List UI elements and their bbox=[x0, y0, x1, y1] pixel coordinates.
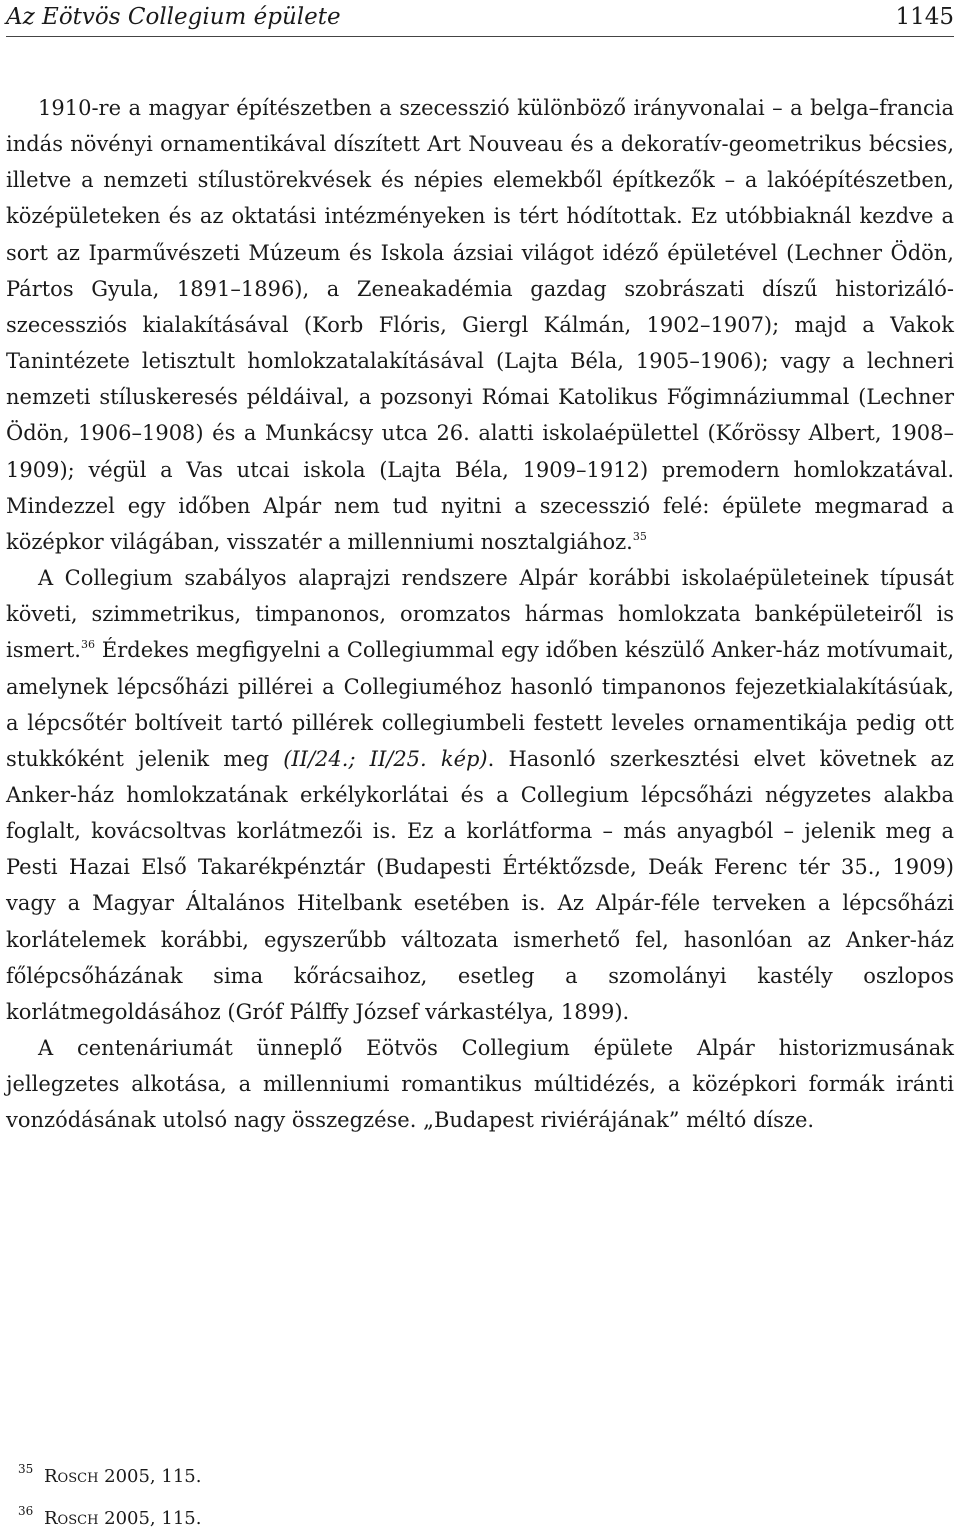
footnote-reference: 35 bbox=[632, 529, 647, 543]
footnote-35 bbox=[18, 1452, 618, 1494]
paragraph-text: Érdekes megfigyelni a Collegiummal egy időben készülő Anker-ház motívumait, amelynek lépcsőházi pillérei a Collegiuméhoz hasonló timpanonos fejezetkialakításúak, a lépcsőtér boltíveit tartó pillérek collegiumbeli festett leveles ornamentikája pedig ott stukkóként jelenik meg bbox=[6, 638, 954, 771]
footnote-author: Rosch bbox=[44, 1466, 99, 1487]
paragraph-1 bbox=[6, 90, 954, 560]
footnotes bbox=[18, 1452, 618, 1536]
footnote-number: 35 bbox=[18, 1462, 34, 1476]
paragraph-text: A centenáriumát ünneplő Eötvös Collegium épülete Alpár historizmusának jellegzetes alkotása, a millenniumi romantikus múltidézés, a középkori formák iránti vonzódásának utolsó nagy összegzése. „Budapest riviérájának” méltó dísze. bbox=[6, 1036, 954, 1133]
paragraph-text: 1910-re a magyar építészetben a szecesszió különböző irányvonalai – a belga–francia indás növényi ornamentikával díszített Art Nouveau és a dekoratív-geometrikus bécsies, illetve a nemzeti stílustörekvések és népies elemekből építkezők – a lakóépítészetben, középületeken és az oktatási intézményeken is tért hódítottak. Ez utóbbiaknál kezdve a sort az Iparművészeti Múzeum és Iskola ázsiai világot idéző épületével (Lechner Ödön, Pártos Gyula, 1891–1896), a Zeneakadémia gazdag szobrászati díszű historizáló-szecessziós kialakításával (Korb Flóris, Giergl Kálmán, 1902–1907); majd a Vakok Tanintézete letisztult homlokzatalakításával (Lajta Béla, 1905–1906); vagy a lechneri nemzeti stíluskeresés példáival, a pozsonyi Római Katolikus Főgimnáziummal (Lechner Ödön, 1906–1908) és a Munkácsy utca 26. alatti iskolaépülettel (Kőrössy Albert, 1908–1909); végül a Vas utcai iskola (Lajta Béla, 1909–1912) premodern homlokzatával. Mindezzel egy időben Alpár nem tud nyitni a szecesszió felé: épülete megmarad a középkor világában, visszatér a millenniumi nosztalgiához. bbox=[6, 96, 954, 554]
figure-reference: (II/24.; II/25. kép) bbox=[283, 746, 488, 771]
footnote-citation: 2005, 115. bbox=[98, 1508, 202, 1529]
running-title: Az Eötvös Collegium épülete bbox=[6, 4, 341, 30]
paragraph-text: A Collegium szabályos alaprajzi rendszere Alpár korábbi iskolaépületeinek típusát követi, szimmetrikus, timpanonos, oromzatos hármas homlokzata banképületeiről is ismert. bbox=[6, 566, 954, 663]
footnote-author: Rosch bbox=[44, 1508, 99, 1529]
footnote-36 bbox=[18, 1494, 618, 1536]
paragraph-3 bbox=[6, 1030, 954, 1138]
page-number: 1145 bbox=[895, 4, 954, 30]
footnote-number: 36 bbox=[18, 1504, 34, 1518]
footnote-citation: 2005, 115. bbox=[98, 1466, 202, 1487]
body-text bbox=[6, 90, 954, 1139]
paragraph-2 bbox=[6, 560, 954, 1030]
running-head bbox=[6, 0, 954, 37]
footnote-reference: 36 bbox=[81, 638, 95, 652]
paragraph-text: . Hasonló szerkesztési elvet követnek az Anker-ház homlokzatának erkélykorlátai és a Collegium lépcsőházi négyzetes alakba foglalt, kovácsoltvas korlátmezői is. Ez a korlátforma – más anyagból – jelenik meg a Pesti Hazai Első Takarékpénztár (Budapesti Értéktőzsde, Deák Ferenc tér 35., 1909) vagy a Magyar Általános Hitelbank esetében is. Az Alpár-féle terveken a lépcsőházi korlátelemek korábbi, egyszerűbb változata ismerhető fel, hasonlóan az Anker-ház főlépcsőházának sima kőrácsaihoz, esetleg a szomolányi kastély oszlopos korlátmegoldásához (Gróf Pálffy József várkastélya, 1899). bbox=[6, 746, 954, 1024]
